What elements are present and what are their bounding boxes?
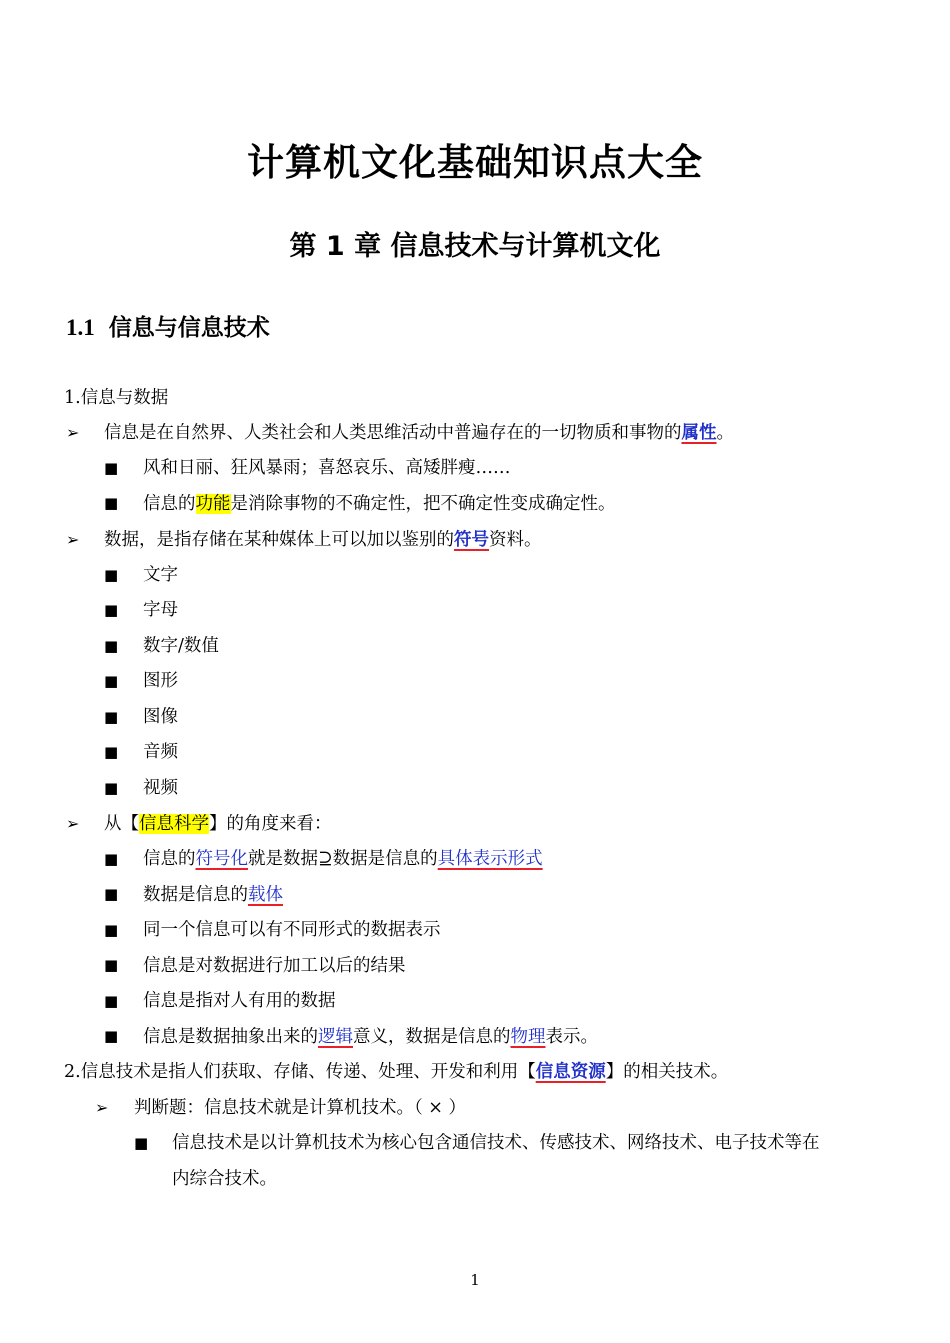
text: 就是数据⊇数据是信息的: [248, 849, 438, 869]
square-bullet-icon: ■: [104, 637, 119, 655]
section-title: 信息与信息技术: [108, 315, 270, 341]
square-bullet-icon: ■: [104, 672, 119, 690]
list-item: 信息是对数据进行加工以后的结果: [143, 956, 406, 976]
list-item: 判断题：信息技术就是计算机技术。（ × ）: [134, 1098, 467, 1118]
text: 2.信息技术是指人们获取、存储、传递、处理、开发和利用【: [64, 1062, 536, 1082]
square-bullet-icon: ■: [104, 601, 119, 619]
page-number: 1: [470, 1271, 480, 1289]
list-item: 音频: [143, 742, 178, 762]
arrow-bullet-icon: ➢: [66, 530, 80, 549]
arrow-bullet-icon: ➢: [66, 814, 80, 833]
highlight-term: 符号: [454, 530, 489, 550]
text: 信息的: [143, 849, 196, 869]
text: 数据，是指存储在某种媒体上可以加以鉴别的: [104, 530, 454, 550]
highlight-term: 符号化: [195, 849, 248, 869]
text: 是消除事物的不确定性，把不确定性变成确定性。: [230, 494, 616, 514]
square-bullet-icon: ■: [134, 1134, 149, 1152]
list-item: 字母: [143, 600, 178, 620]
list-item: [104, 812, 332, 836]
list-item: [143, 492, 616, 516]
text: 】的角度来看：: [209, 814, 332, 834]
text: 信息是数据抽象出来的: [143, 1027, 318, 1047]
text: 表示。: [545, 1027, 598, 1047]
highlight-term: 物理: [510, 1027, 546, 1047]
document-title: 计算机文化基础知识点大全: [247, 141, 703, 184]
list-item: 图像: [143, 707, 178, 727]
heading-info-and-data: 1.信息与数据: [64, 388, 169, 408]
highlight-term: 信息科学: [139, 814, 209, 834]
square-bullet-icon: ■: [104, 992, 119, 1010]
square-bullet-icon: ■: [104, 885, 119, 903]
highlight-term: 具体表示形式: [437, 849, 543, 869]
square-bullet-icon: ■: [104, 1027, 119, 1045]
list-item-continuation: 内综合技术。: [172, 1169, 277, 1189]
text: 意义，数据是信息的: [353, 1027, 511, 1047]
highlight-term: 信息资源: [535, 1062, 606, 1082]
list-item: 视频: [143, 778, 178, 798]
heading-info-technology: [64, 1060, 728, 1084]
highlight-term: 逻辑: [318, 1027, 353, 1047]
text: 信息是在自然界、人类社会和人类思维活动中普遍存在的一切物质和事物的: [104, 423, 682, 443]
chapter-heading: 第 1 章 信息技术与计算机文化: [289, 231, 661, 262]
highlight-term: 载体: [248, 885, 283, 905]
arrow-bullet-icon: ➢: [95, 1098, 109, 1117]
list-item: [143, 883, 283, 907]
list-item: 同一个信息可以有不同形式的数据表示: [143, 920, 441, 940]
list-item: [143, 847, 543, 871]
square-bullet-icon: ■: [104, 850, 119, 868]
square-bullet-icon: ■: [104, 779, 119, 797]
square-bullet-icon: ■: [104, 956, 119, 974]
list-item: [104, 421, 734, 445]
square-bullet-icon: ■: [104, 708, 119, 726]
square-bullet-icon: ■: [104, 566, 119, 584]
list-item: [143, 1025, 598, 1049]
section-number: 1.1: [66, 315, 95, 340]
highlight-term: 属性: [681, 423, 717, 443]
text: 数据是信息的: [143, 885, 248, 905]
text: 资料。: [489, 530, 542, 550]
square-bullet-icon: ■: [104, 459, 119, 477]
arrow-bullet-icon: ➢: [66, 423, 80, 442]
section-heading: [66, 309, 270, 342]
list-item: 图形: [143, 671, 178, 691]
list-item: 信息是指对人有用的数据: [143, 991, 336, 1011]
list-item: 文字: [143, 565, 178, 585]
square-bullet-icon: ■: [104, 743, 119, 761]
text: 从【: [104, 814, 139, 834]
highlight-term: 功能: [195, 494, 231, 514]
list-item: 数字/数值: [143, 636, 219, 656]
text: 】的相关技术。: [605, 1062, 729, 1082]
list-item: 信息技术是以计算机技术为核心包含通信技术、传感技术、网络技术、电子技术等在: [172, 1133, 820, 1153]
text: 。: [716, 423, 734, 443]
list-item: [104, 528, 542, 552]
square-bullet-icon: ■: [104, 494, 119, 512]
list-item: 风和日丽、狂风暴雨；喜怒哀乐、高矮胖瘦……: [143, 458, 511, 478]
square-bullet-icon: ■: [104, 921, 119, 939]
text: 信息的: [143, 494, 196, 514]
